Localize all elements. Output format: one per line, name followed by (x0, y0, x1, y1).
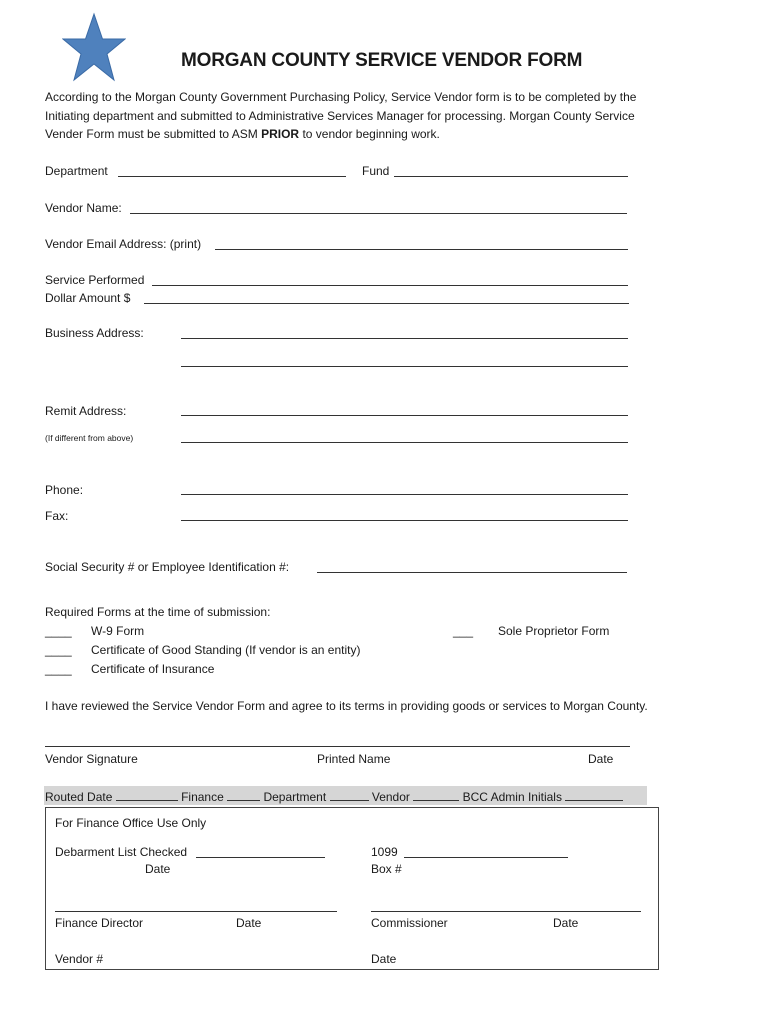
insurance-label: Certificate of Insurance (91, 662, 215, 676)
page-title: MORGAN COUNTY SERVICE VENDOR FORM (181, 50, 583, 71)
debarment-field[interactable] (196, 857, 325, 858)
star-icon (62, 12, 126, 82)
finance-director-label: Finance Director (55, 916, 144, 930)
routing-row (45, 789, 623, 805)
intro-line-1: According to the Morgan County Government Purchasing Policy, Service Vendor form is to be completed by the (45, 90, 637, 104)
debarment-label: Debarment List Checked (55, 845, 188, 859)
vendor-signature-label: Vendor Signature (45, 752, 138, 766)
intro-line-3-pre: Vender Form must be submitted to ASM (45, 127, 262, 141)
fund-label: Fund (362, 164, 390, 178)
intro-line-3-post: to vendor beginning work. (299, 127, 440, 141)
vendor-name-field[interactable] (130, 213, 627, 214)
remit-address-line-1[interactable] (181, 415, 628, 416)
commissioner-date-label: Date (553, 916, 579, 930)
vendor-number-date-label: Date (371, 952, 397, 966)
intro-line-2: Initiating department and submitted to Administrative Services Manager for processing. Morgan County Service (45, 109, 635, 123)
fax-label: Fax: (45, 509, 69, 523)
vendor-name-label: Vendor Name: (45, 201, 122, 215)
vendor-email-label: Vendor Email Address: (print) (45, 237, 202, 251)
intro-line-3 (45, 127, 440, 142)
signature-date-label: Date (588, 752, 614, 766)
form-1099-field[interactable] (404, 857, 568, 858)
routing-department-field[interactable] (330, 789, 369, 801)
ssn-ein-label: Social Security # or Employee Identification #: (45, 560, 290, 574)
fund-field[interactable] (394, 176, 628, 177)
vendor-number-label: Vendor # (55, 952, 104, 966)
sole-proprietor-label: Sole Proprietor Form (498, 624, 610, 638)
intro-prior-emphasis: PRIOR (261, 127, 300, 141)
department-label: Department (45, 164, 108, 178)
remit-address-label: Remit Address: (45, 404, 127, 418)
w9-checkbox-blank[interactable]: ____ (45, 624, 72, 638)
w9-form-label: W-9 Form (91, 624, 145, 638)
routed-date-label: Routed Date (45, 790, 113, 804)
finance-box-heading: For Finance Office Use Only (55, 816, 207, 830)
commissioner-label: Commissioner (371, 916, 448, 930)
phone-field[interactable] (181, 494, 628, 495)
finance-director-date-label: Date (236, 916, 262, 930)
routing-finance-field[interactable] (227, 789, 260, 801)
signature-line[interactable] (45, 746, 630, 747)
agreement-text: I have reviewed the Service Vendor Form and agree to its terms in providing goods or services to Morgan County. (45, 699, 648, 713)
printed-name-label: Printed Name (317, 752, 391, 766)
routing-vendor-field[interactable] (413, 789, 459, 801)
routed-date-field[interactable] (116, 789, 178, 801)
dollar-amount-label: Dollar Amount $ (45, 291, 131, 305)
phone-label: Phone: (45, 483, 84, 497)
service-performed-field[interactable] (152, 285, 628, 286)
box-number-label: Box # (371, 862, 402, 876)
debarment-date-label: Date (145, 862, 171, 876)
bcc-admin-initials-label: BCC Admin Initials (462, 790, 562, 804)
vendor-email-field[interactable] (215, 249, 628, 250)
bcc-admin-initials-field[interactable] (565, 789, 623, 801)
ssn-ein-field[interactable] (317, 572, 627, 573)
dollar-amount-field[interactable] (144, 303, 629, 304)
business-address-label: Business Address: (45, 326, 144, 340)
form-1099-label: 1099 (371, 845, 398, 859)
good-standing-label: Certificate of Good Standing (If vendor is an entity) (91, 643, 361, 657)
commissioner-signature-line[interactable] (371, 911, 641, 912)
remit-address-note: (If different from above) (45, 433, 134, 443)
routing-vendor-label: Vendor (371, 790, 410, 804)
finance-director-signature-line[interactable] (55, 911, 337, 912)
service-performed-label: Service Performed (45, 273, 145, 287)
business-address-line-2[interactable] (181, 366, 628, 367)
finance-office-box (45, 807, 659, 970)
insurance-checkbox-blank[interactable]: ____ (45, 662, 72, 676)
good-standing-checkbox-blank[interactable]: ____ (45, 643, 72, 657)
remit-address-line-2[interactable] (181, 442, 628, 443)
department-field[interactable] (118, 176, 346, 177)
sole-proprietor-checkbox-blank[interactable]: ___ (453, 624, 474, 638)
business-address-line-1[interactable] (181, 338, 628, 339)
fax-field[interactable] (181, 520, 628, 521)
routing-finance-label: Finance (181, 790, 224, 804)
required-forms-heading: Required Forms at the time of submission: (45, 605, 271, 619)
routing-department-label: Department (263, 790, 327, 804)
